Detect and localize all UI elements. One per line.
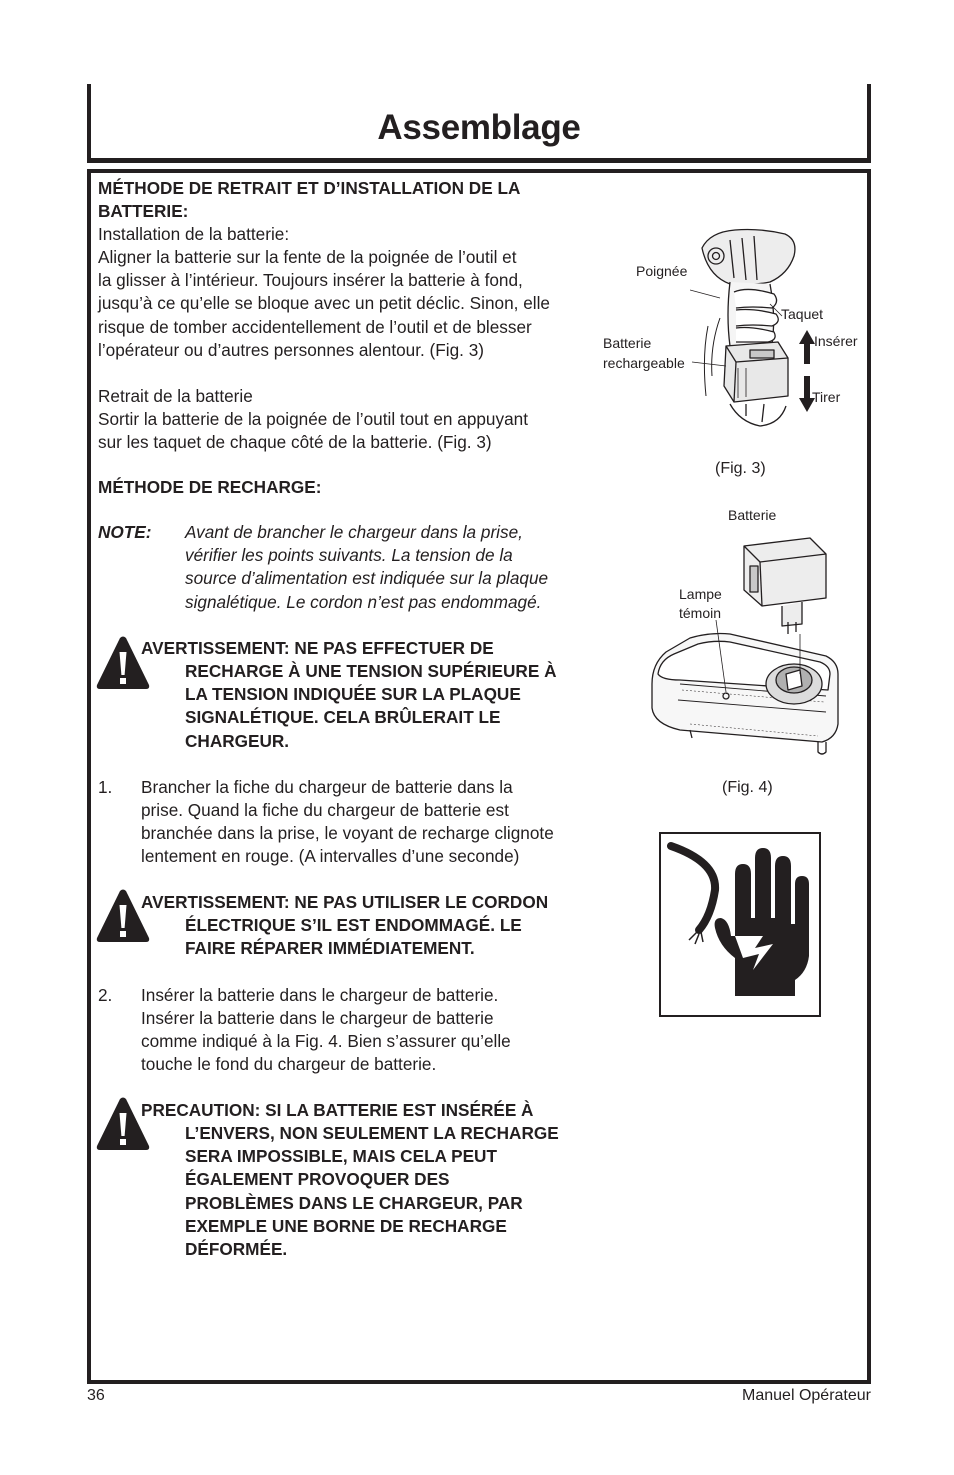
removal-title: Retrait de la batterie [98, 386, 253, 406]
step2-line: Insérer la batterie dans le chargeur de batterie. [141, 985, 499, 1005]
fig3-label-latch: Taquet [781, 306, 824, 322]
fig3-label-battery: rechargeable [603, 355, 685, 371]
install-title: Installation de la batterie: [98, 224, 290, 244]
title-frame [87, 84, 871, 163]
fig3-label-battery: Batterie [603, 335, 652, 351]
warning1-line: CHARGEUR. [185, 731, 290, 751]
install-line: l’opérateur ou d’autres personnes alentour. (Fig. 3) [98, 340, 484, 360]
fig4-label-lamp: Lampe [679, 586, 722, 602]
manual-title: Manuel Opérateur [742, 1387, 871, 1404]
caution-line: SERA IMPOSSIBLE, MAIS CELA PEUT [185, 1146, 497, 1166]
note-line: source d’alimentation est indiquée sur la plaque [185, 568, 549, 588]
fig4-charger-illustration [650, 524, 840, 769]
step2-line: Insérer la batterie dans le chargeur de batterie [141, 1008, 494, 1028]
removal-line: sur les taquet de chaque côté de la batterie. (Fig. 3) [98, 432, 492, 452]
note-line: vérifier les points suivants. La tension de la [185, 545, 513, 565]
warning2-line: FAIRE RÉPARER IMMÉDIATEMENT. [185, 938, 475, 958]
note-line: Avant de brancher le chargeur dans la prise, [185, 522, 523, 542]
fig3-caption: (Fig. 3) [715, 460, 766, 477]
warning2-line: AVERTISSEMENT: NE PAS UTILISER LE CORDON [141, 892, 549, 912]
step1-line: Brancher la fiche du chargeur de batterie dans la [141, 777, 513, 797]
warning2-line: ÉLECTRIQUE S’IL EST ENDOMMAGÉ. LE [185, 915, 522, 935]
battery-heading-line1: MÉTHODE DE RETRAIT ET D’INSTALLATION DE LA [98, 178, 521, 198]
caution-line: DÉFORMÉE. [185, 1239, 288, 1259]
fig3-tool-battery-illustration [690, 226, 800, 431]
warning1-line: SIGNALÉTIQUE. CELA BRÛLERAIT LE [185, 707, 501, 727]
electric-shock-hazard-icon [659, 832, 821, 1017]
note-label: NOTE: [98, 522, 152, 542]
step1-line: branchée dans la prise, le voyant de recharge clignote [141, 823, 554, 843]
caution-line: EXEMPLE UNE BORNE DE RECHARGE [185, 1216, 507, 1236]
charging-heading: MÉTHODE DE RECHARGE: [98, 477, 322, 497]
install-line: jusqu’à ce qu’elle se bloque avec un petit déclic. Sinon, elle [98, 293, 550, 313]
caution-line: PRECAUTION: SI LA BATTERIE EST INSÉRÉE À [141, 1100, 534, 1120]
warning1-line: AVERTISSEMENT: NE PAS EFFECTUER DE [141, 638, 494, 658]
removal-line: Sortir la batterie de la poignée de l’outil tout en appuyant [98, 409, 528, 429]
fig4-caption: (Fig. 4) [722, 779, 773, 796]
caution-line: PROBLÈMES DANS LE CHARGEUR, PAR [185, 1193, 523, 1213]
page-title: Assemblage [377, 108, 581, 147]
install-line: la glisser à l’intérieur. Toujours insérer la batterie à fond, [98, 270, 523, 290]
step2-line: comme indiqué à la Fig. 4. Bien s’assurer qu’elle [141, 1031, 511, 1051]
fig3-label-pull: Tirer [812, 389, 841, 405]
caution-line: L’ENVERS, NON SEULEMENT LA RECHARGE [185, 1123, 559, 1143]
warning1-line: LA TENSION INDIQUÉE SUR LA PLAQUE [185, 684, 521, 704]
fig4-label-battery: Batterie [728, 507, 777, 523]
install-line: Aligner la batterie sur la fente de la poignée de l’outil et [98, 247, 517, 267]
install-line: risque de tomber accidentellement de l’outil et de blesser [98, 317, 532, 337]
warning1-line: RECHARGE À UNE TENSION SUPÉRIEURE À [185, 661, 557, 681]
battery-heading-line2: BATTERIE: [98, 201, 189, 221]
step2-number: 2. [98, 985, 113, 1005]
step2-line: touche le fond du chargeur de batterie. [141, 1054, 437, 1074]
fig4-label-lamp: témoin [679, 605, 722, 621]
fig3-label-handle: Poignée [636, 263, 688, 279]
note-line: signalétique. Le cordon n’est pas endommagé. [185, 592, 542, 612]
step1-line: lentement en rouge. (A intervalles d’une seconde) [141, 846, 520, 866]
fig3-label-insert: Insérer [814, 333, 858, 349]
caution-line: ÉGALEMENT PROVOQUER DES [185, 1169, 450, 1189]
step1-number: 1. [98, 777, 113, 797]
page-number: 36 [87, 1387, 105, 1404]
step1-line: prise. Quand la fiche du chargeur de batterie est [141, 800, 509, 820]
